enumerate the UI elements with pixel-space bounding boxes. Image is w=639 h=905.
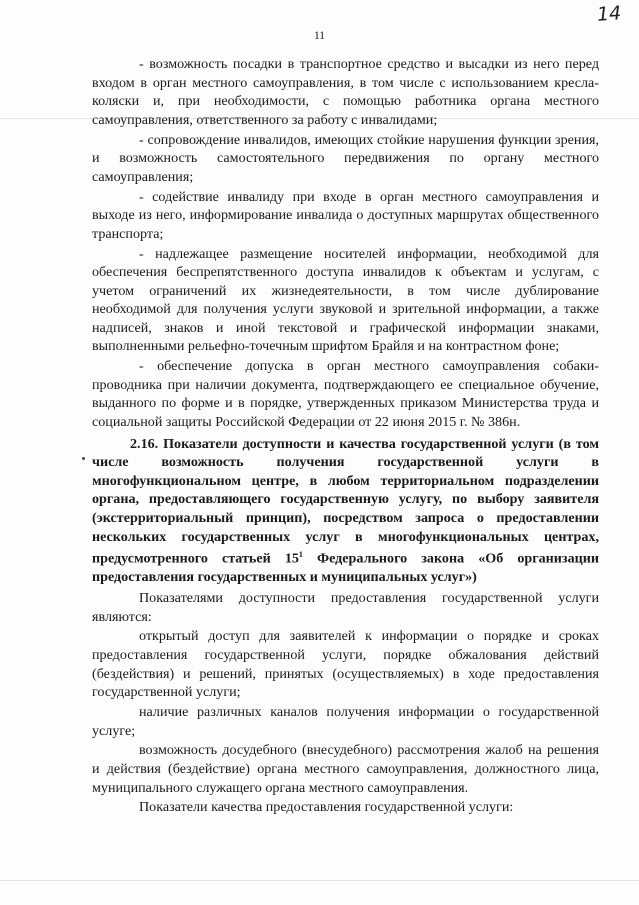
scan-artifact-line bbox=[0, 880, 639, 881]
paragraph: - обеспечение допуска в орган местного самоуправления собаки-проводника при наличии документа, подтверждающего ее специальное обучение, выданного по форме и в порядке, утвержденных приказом Министерства труда и социальной защиты Российской Федерации от 22 июня 2015 г. № 386н. bbox=[92, 358, 599, 431]
paragraph: - сопровождение инвалидов, имеющих стойкие нарушения функции зрения, и возможность самостоятельного передвижения по органу местного самоуправления; bbox=[92, 131, 599, 185]
paragraph: - содействие инвалиду при входе в орган местного самоуправления и выходе из него, информирование инвалида о доступных маршрутах общественного транспорта; bbox=[92, 188, 599, 242]
section-heading bbox=[92, 435, 599, 587]
paragraph: - надлежащее размещение носителей информации, необходимой для обеспечения беспрепятственного доступа инвалидов к объектам и услугам, с учетом ограничений их жизнедеятельности, в том числе дублирование необходимой для получения услуги звуковой и зрительной информации, а также надписей, знаков и иной текстовой и графической информации знаками, выполненными рельефно-точечным шрифтом Брайля и на контрастном фоне; bbox=[92, 245, 599, 355]
paragraph: - возможность посадки в транспортное средство и высадки из него перед входом в орган местного самоуправления, в том числе с использованием кресла-коляски и, при необходимости, с помощью работника органа местного самоуправления, ответственного за работу с инвалидами; bbox=[92, 56, 599, 128]
paragraph: наличие различных каналов получения информации о государственной услуге; bbox=[92, 704, 599, 739]
page-number: 11 bbox=[313, 30, 326, 42]
section-heading-text: 2.16. Показатели доступности и качества государственной услуги (в том числе возможность получения государственной услуги в многофункциональном центре, в любом территориальном подразделении органа, предоставляющего государственную услугу, по выбору заявителя (экстерриториальный принцип), посредством запроса о предоставлении нескольких государственных услуг в многофункциональных центрах, предусмотренного статьей 15 bbox=[92, 435, 599, 567]
paragraph: возможность досудебного (внесудебного) рассмотрения жалоб на решения и действия (бездействие) органа местного самоуправления, должностного лица, муниципального служащего органа местного самоуправления. bbox=[92, 742, 599, 796]
superscript-article-number: 1 bbox=[298, 550, 303, 560]
paragraph: Показатели качества предоставления государственной услуги: bbox=[139, 799, 514, 816]
paragraph: Показателями доступности предоставления государственной услуги являются: bbox=[92, 590, 599, 625]
paragraph: открытый доступ для заявителей к информации о порядке и сроках предоставления государственной услуги, порядке обжалования действий (бездействия) и решений, принятых (осуществляемых) в ходе предоставления государственной услуги; bbox=[92, 628, 599, 701]
margin-mark bbox=[82, 457, 85, 460]
section-heading-text-end: Федерального закона «Об организации предоставления государственных и муниципальных услуг») bbox=[92, 550, 599, 586]
handwritten-page-number: 14 bbox=[596, 2, 622, 26]
document-body bbox=[92, 55, 599, 818]
